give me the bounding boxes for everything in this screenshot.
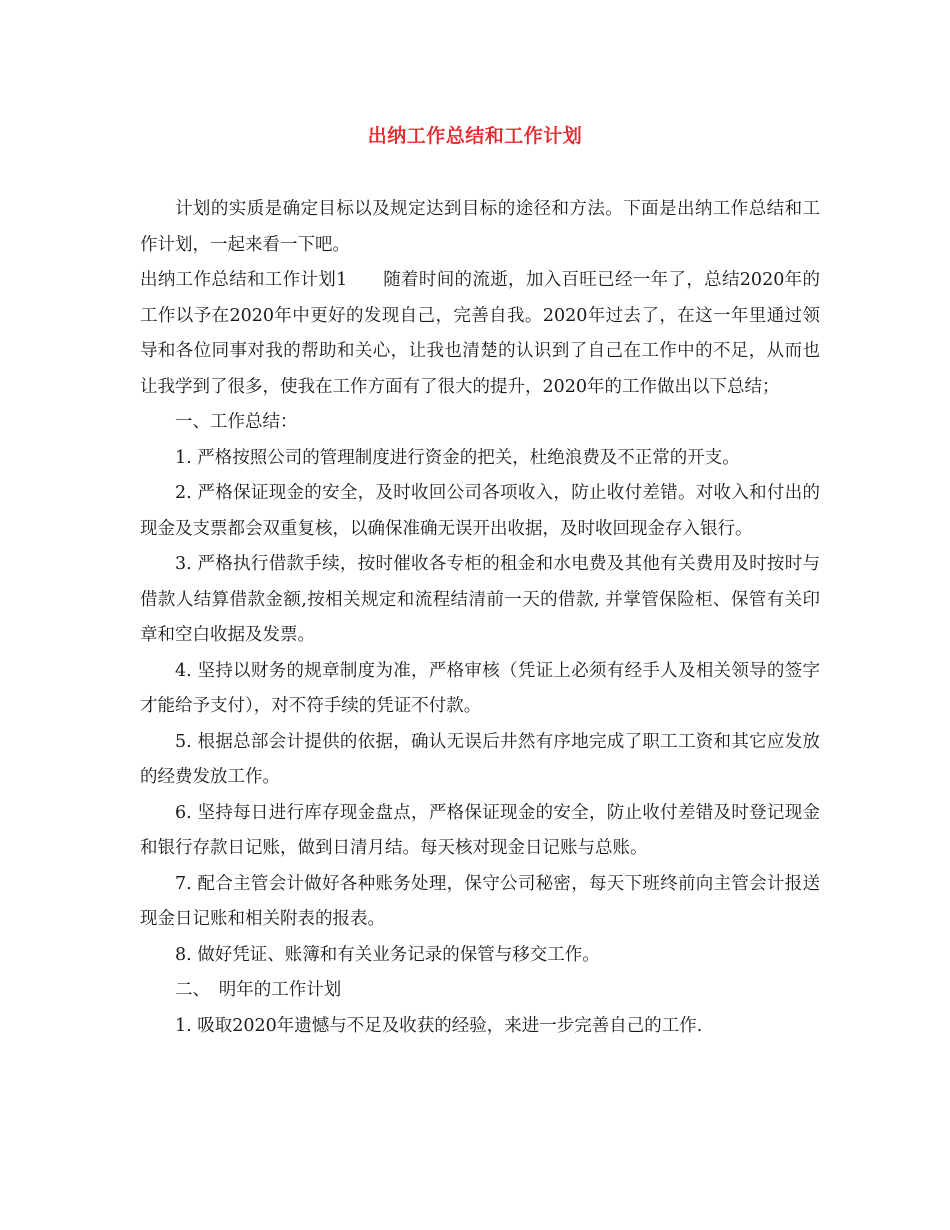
document-title: 出纳工作总结和工作计划 [367,125,583,147]
summary-intro-paragraph: 出纳工作总结和工作计划1 随着时间的流逝，加入百旺已经一年了，总结2020年的工作以予在2020年中更好的发现自己，完善自我。2020年过去了，在这一年里通过领导和各位同事对我的帮助和关心，让我也清楚的认识到了自己在工作中的不足，从而也让我学到了很多，使我在工作方面有了很大的提升，2020年的工作做出以下总结； [140,270,820,397]
section-heading-next-year-plan: 二、 明年的工作计划 [175,980,342,1000]
list-item-6: 6. 坚持每日进行库存现金盘点，严格保证现金的安全，防止收付差错及时登记现金和银行存款日记账，做到日清月结。每天核对现金日记账与总账。 [140,802,820,858]
list-item-1: 1. 严格按照公司的管理制度进行资金的把关，杜绝浪费及不正常的开支。 [175,447,740,468]
list-item-5: 5. 根据总部会计提供的依据，确认无误后井然有序地完成了职工工资和其它应发放的经费发放工作。 [140,731,820,787]
section-heading-work-summary: 一、工作总结： [175,412,298,432]
document-body [140,192,820,1044]
list-item-3: 3. 严格执行借款手续，按时催收各专柜的租金和水电费及其他有关费用及时按时与借款人结算借款金额,按相关规定和流程结清前一天的借款, 并掌管保险柜、保管有关印章和空白收据及发票。 [140,554,820,645]
plan-item-1: 1. 吸取2020年遗憾与不足及收获的经验，来进一步完善自己的工作. [175,1015,703,1036]
list-item-4: 4. 坚持以财务的规章制度为准，严格审核（凭证上必须有经手人及相关领导的签字才能给予支付），对不符手续的凭证不付款。 [140,660,820,716]
list-item-2: 2. 严格保证现金的安全，及时收回公司各项收入，防止收付差错。对收入和付出的现金及支票都会双重复核，以确保准确无误开出收据，及时收回现金存入银行。 [140,483,820,539]
intro-paragraph: 计划的实质是确定目标以及规定达到目标的途径和方法。下面是出纳工作总结和工作计划，一起来看一下吧。 [140,199,820,255]
list-item-7: 7. 配合主管会计做好各种账务处理，保守公司秘密，每天下班终前向主管会计报送现金日记账和相关附表的报表。 [140,873,820,929]
list-item-8: 8. 做好凭证、账簿和有关业务记录的保管与移交工作。 [175,944,600,965]
